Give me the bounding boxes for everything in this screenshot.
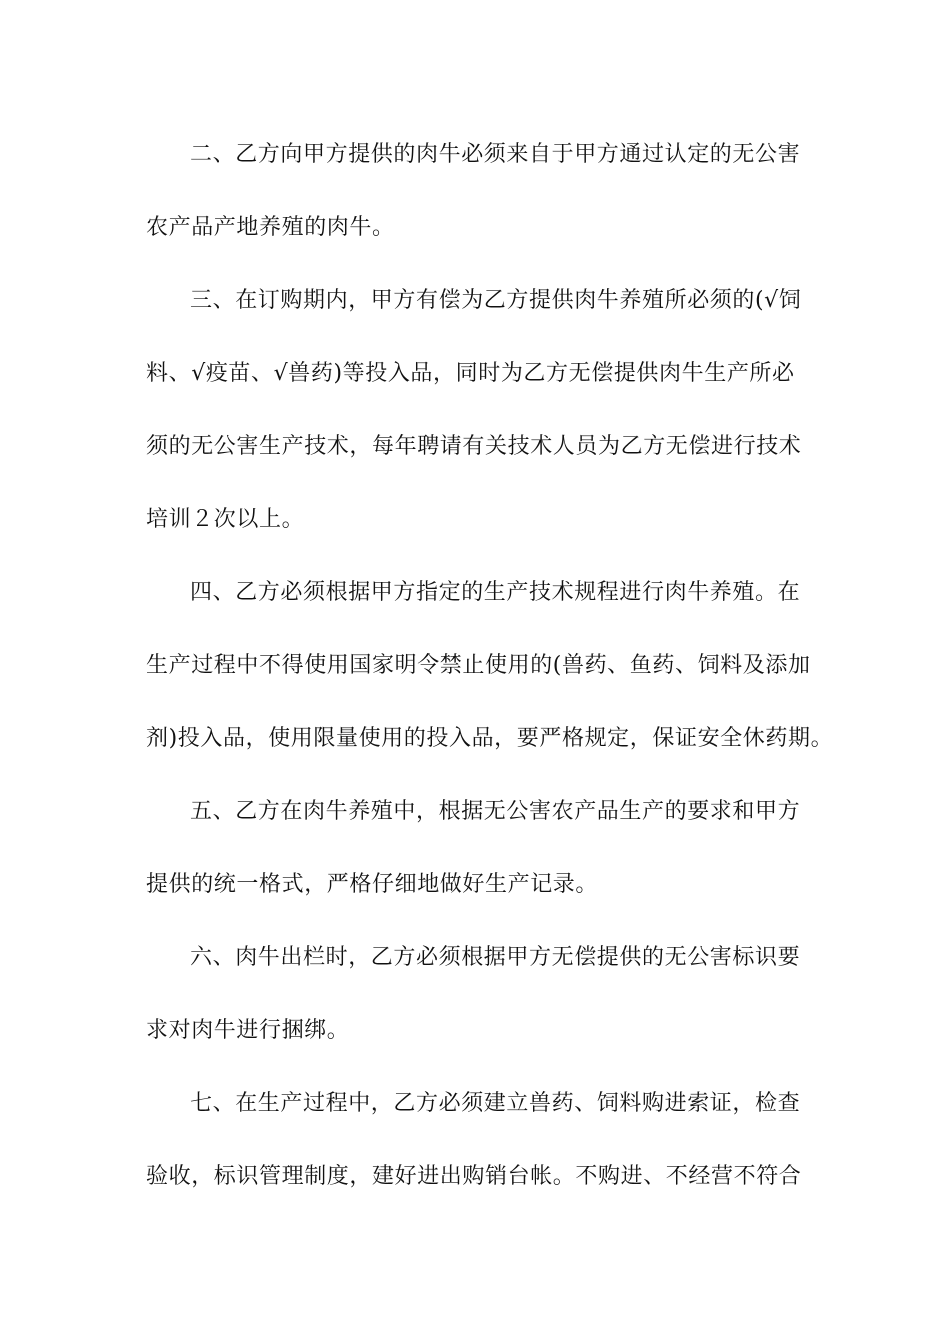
clause-3-line-4: 培训２次以上。 — [146, 507, 305, 532]
clause-4-line-2: 生产过程中不得使用国家明令禁止使用的(兽药、鱼药、饲料及添加 — [146, 653, 811, 678]
clause-4-line-3: 剂)投入品，使用限量使用的投入品，要严格规定，保证安全休药期。 — [146, 726, 834, 751]
clause-2-line-2: 农产品产地养殖的肉牛。 — [146, 215, 395, 240]
clause-3-line-2: 料、√疫苗、√兽药)等投入品，同时为乙方无偿提供肉牛生产所必 — [146, 361, 795, 386]
clause-7-line-1: 七、在生产过程中，乙方必须建立兽药、饲料购进索证，检查 — [190, 1091, 801, 1116]
clause-7-line-2: 验收，标识管理制度，建好进出购销台帐。不购进、不经营不符合 — [146, 1164, 802, 1189]
clause-6-line-2: 求对肉牛进行捆绑。 — [146, 1018, 350, 1043]
clause-6-line-1: 六、肉牛出栏时，乙方必须根据甲方无偿提供的无公害标识要 — [190, 945, 801, 970]
clause-2-line-1: 二、乙方向甲方提供的肉牛必须来自于甲方通过认定的无公害 — [190, 142, 801, 167]
clause-5-line-2: 提供的统一格式，严格仔细地做好生产记录。 — [146, 872, 599, 897]
clause-3-line-1: 三、在订购期内，甲方有偿为乙方提供肉牛养殖所必须的(√饲 — [190, 288, 802, 313]
clause-5-line-1: 五、乙方在肉牛养殖中，根据无公害农产品生产的要求和甲方 — [190, 799, 801, 824]
clause-4-line-1: 四、乙方必须根据甲方指定的生产技术规程进行肉牛养殖。在 — [190, 580, 801, 605]
clause-3-line-3: 须的无公害生产技术，每年聘请有关技术人员为乙方无偿进行技术 — [146, 434, 802, 459]
